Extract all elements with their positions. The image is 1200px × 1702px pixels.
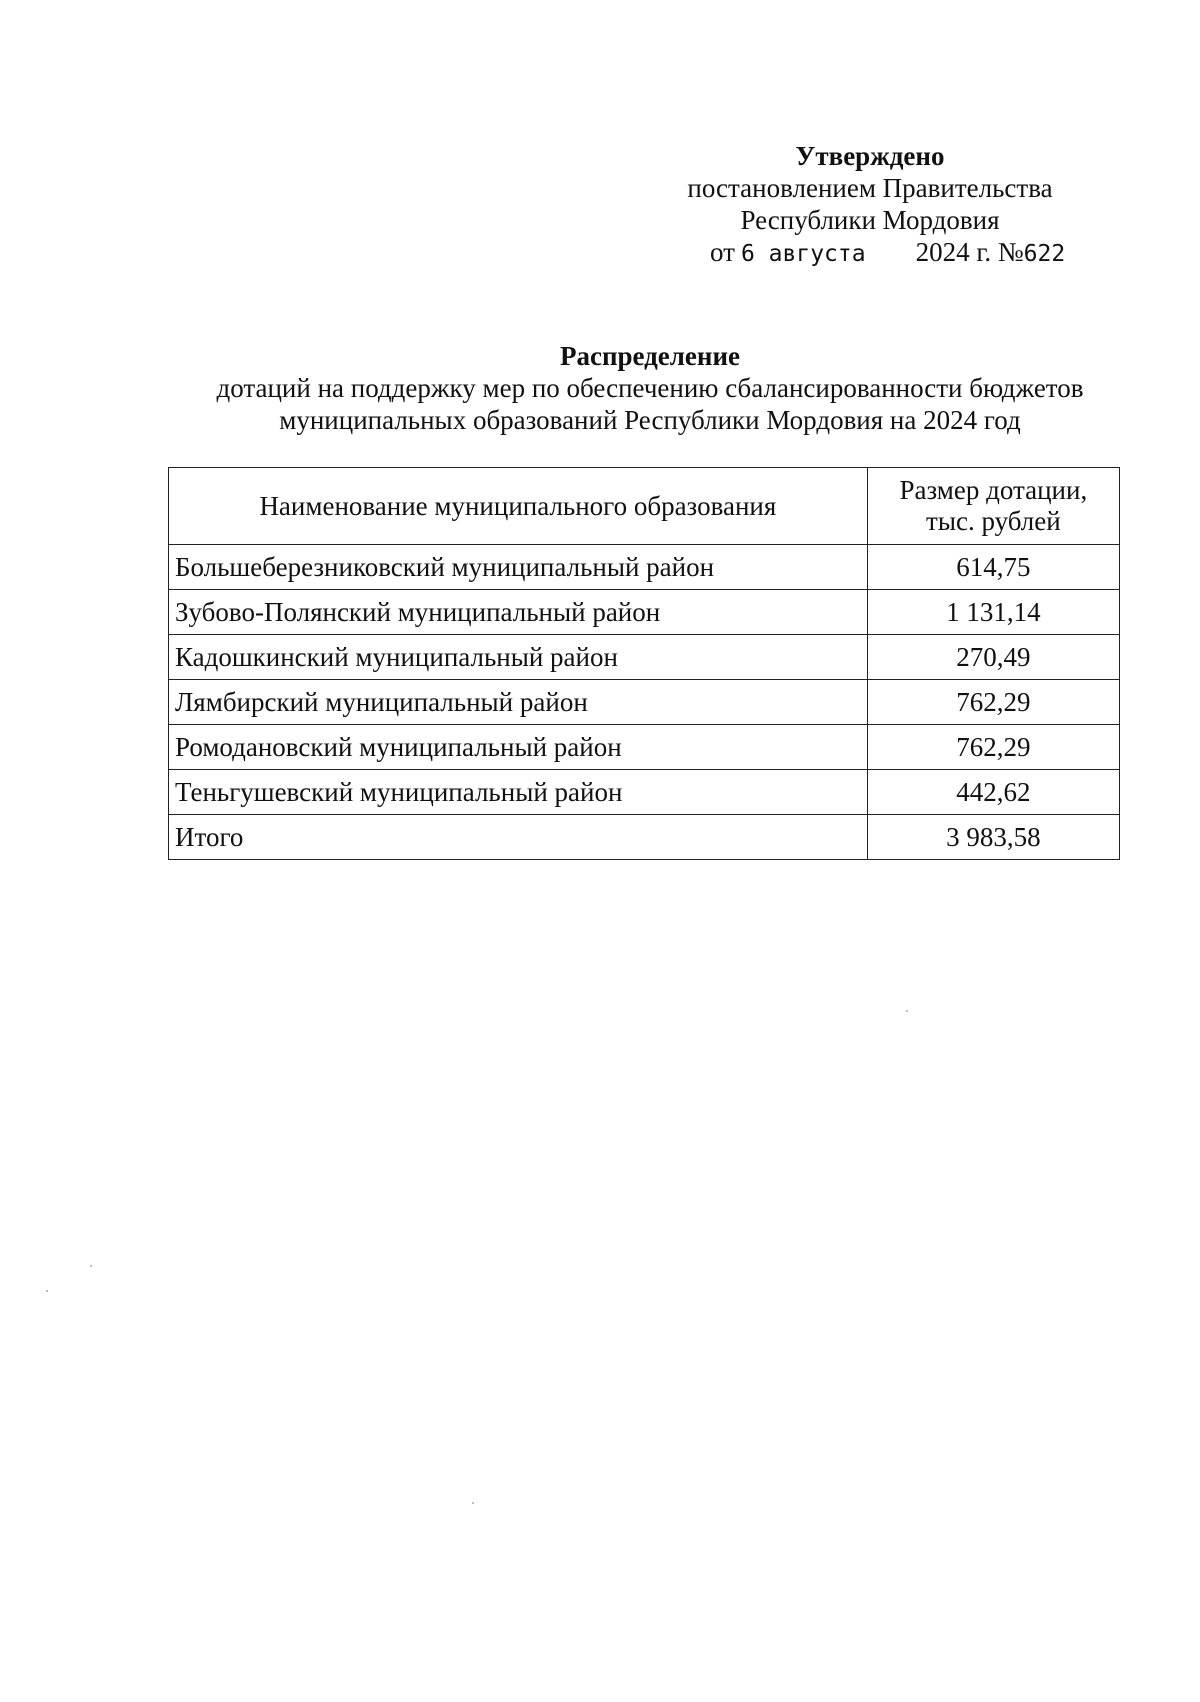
table-row [169, 590, 1120, 635]
row-name: Теньгушевский муниципальный район [169, 770, 868, 815]
date-day-month: 6 августа [740, 241, 866, 267]
approval-date-line [640, 236, 1100, 270]
document-title-block [150, 340, 1150, 436]
document-subtitle-2: муниципальных образований Республики Мордовия на 2024 год [279, 405, 1021, 435]
document-title: Распределение [559, 341, 741, 371]
scan-speck [46, 1290, 48, 1292]
total-amount: 3 983,58 [867, 815, 1119, 860]
row-name: Зубово-Полянский муниципальный район [169, 590, 868, 635]
approval-stamp [640, 140, 1100, 270]
date-year: 2024 г. № [915, 237, 1024, 267]
date-prefix: от [710, 237, 735, 267]
table-row [169, 545, 1120, 590]
header-amount-line-1: Размер дотации, [899, 475, 1088, 505]
table-row [169, 725, 1120, 770]
total-name: Итого [169, 815, 868, 860]
scan-speck [906, 1010, 908, 1012]
scan-speck [472, 1502, 474, 1504]
document-subtitle-1: дотаций на поддержку мер по обеспечению сбалансированности бюджетов [216, 373, 1084, 403]
row-name: Ромодановский муниципальный район [169, 725, 868, 770]
document-number: 622 [1023, 241, 1066, 267]
scan-speck [90, 1265, 92, 1267]
row-name: Лямбирский муниципальный район [169, 680, 868, 725]
table-header-row [169, 468, 1120, 545]
table-row [169, 680, 1120, 725]
approval-line-2: Республики Мордовия [740, 205, 1000, 235]
row-amount: 762,29 [867, 680, 1119, 725]
row-amount: 762,29 [867, 725, 1119, 770]
row-amount: 614,75 [867, 545, 1119, 590]
row-amount: 442,62 [867, 770, 1119, 815]
approval-heading: Утверждено [795, 141, 945, 171]
header-amount-line-2: тыс. рублей [926, 506, 1061, 536]
table-row [169, 635, 1120, 680]
distribution-table [168, 467, 1120, 860]
row-name: Кадошкинский муниципальный район [169, 635, 868, 680]
row-amount: 270,49 [867, 635, 1119, 680]
table-total-row [169, 815, 1120, 860]
row-amount: 1 131,14 [867, 590, 1119, 635]
table-row [169, 770, 1120, 815]
header-amount [867, 468, 1119, 545]
row-name: Большеберезниковский муниципальный район [169, 545, 868, 590]
header-name: Наименование муниципального образования [169, 468, 868, 545]
approval-line-1: постановлением Правительства [687, 173, 1053, 203]
